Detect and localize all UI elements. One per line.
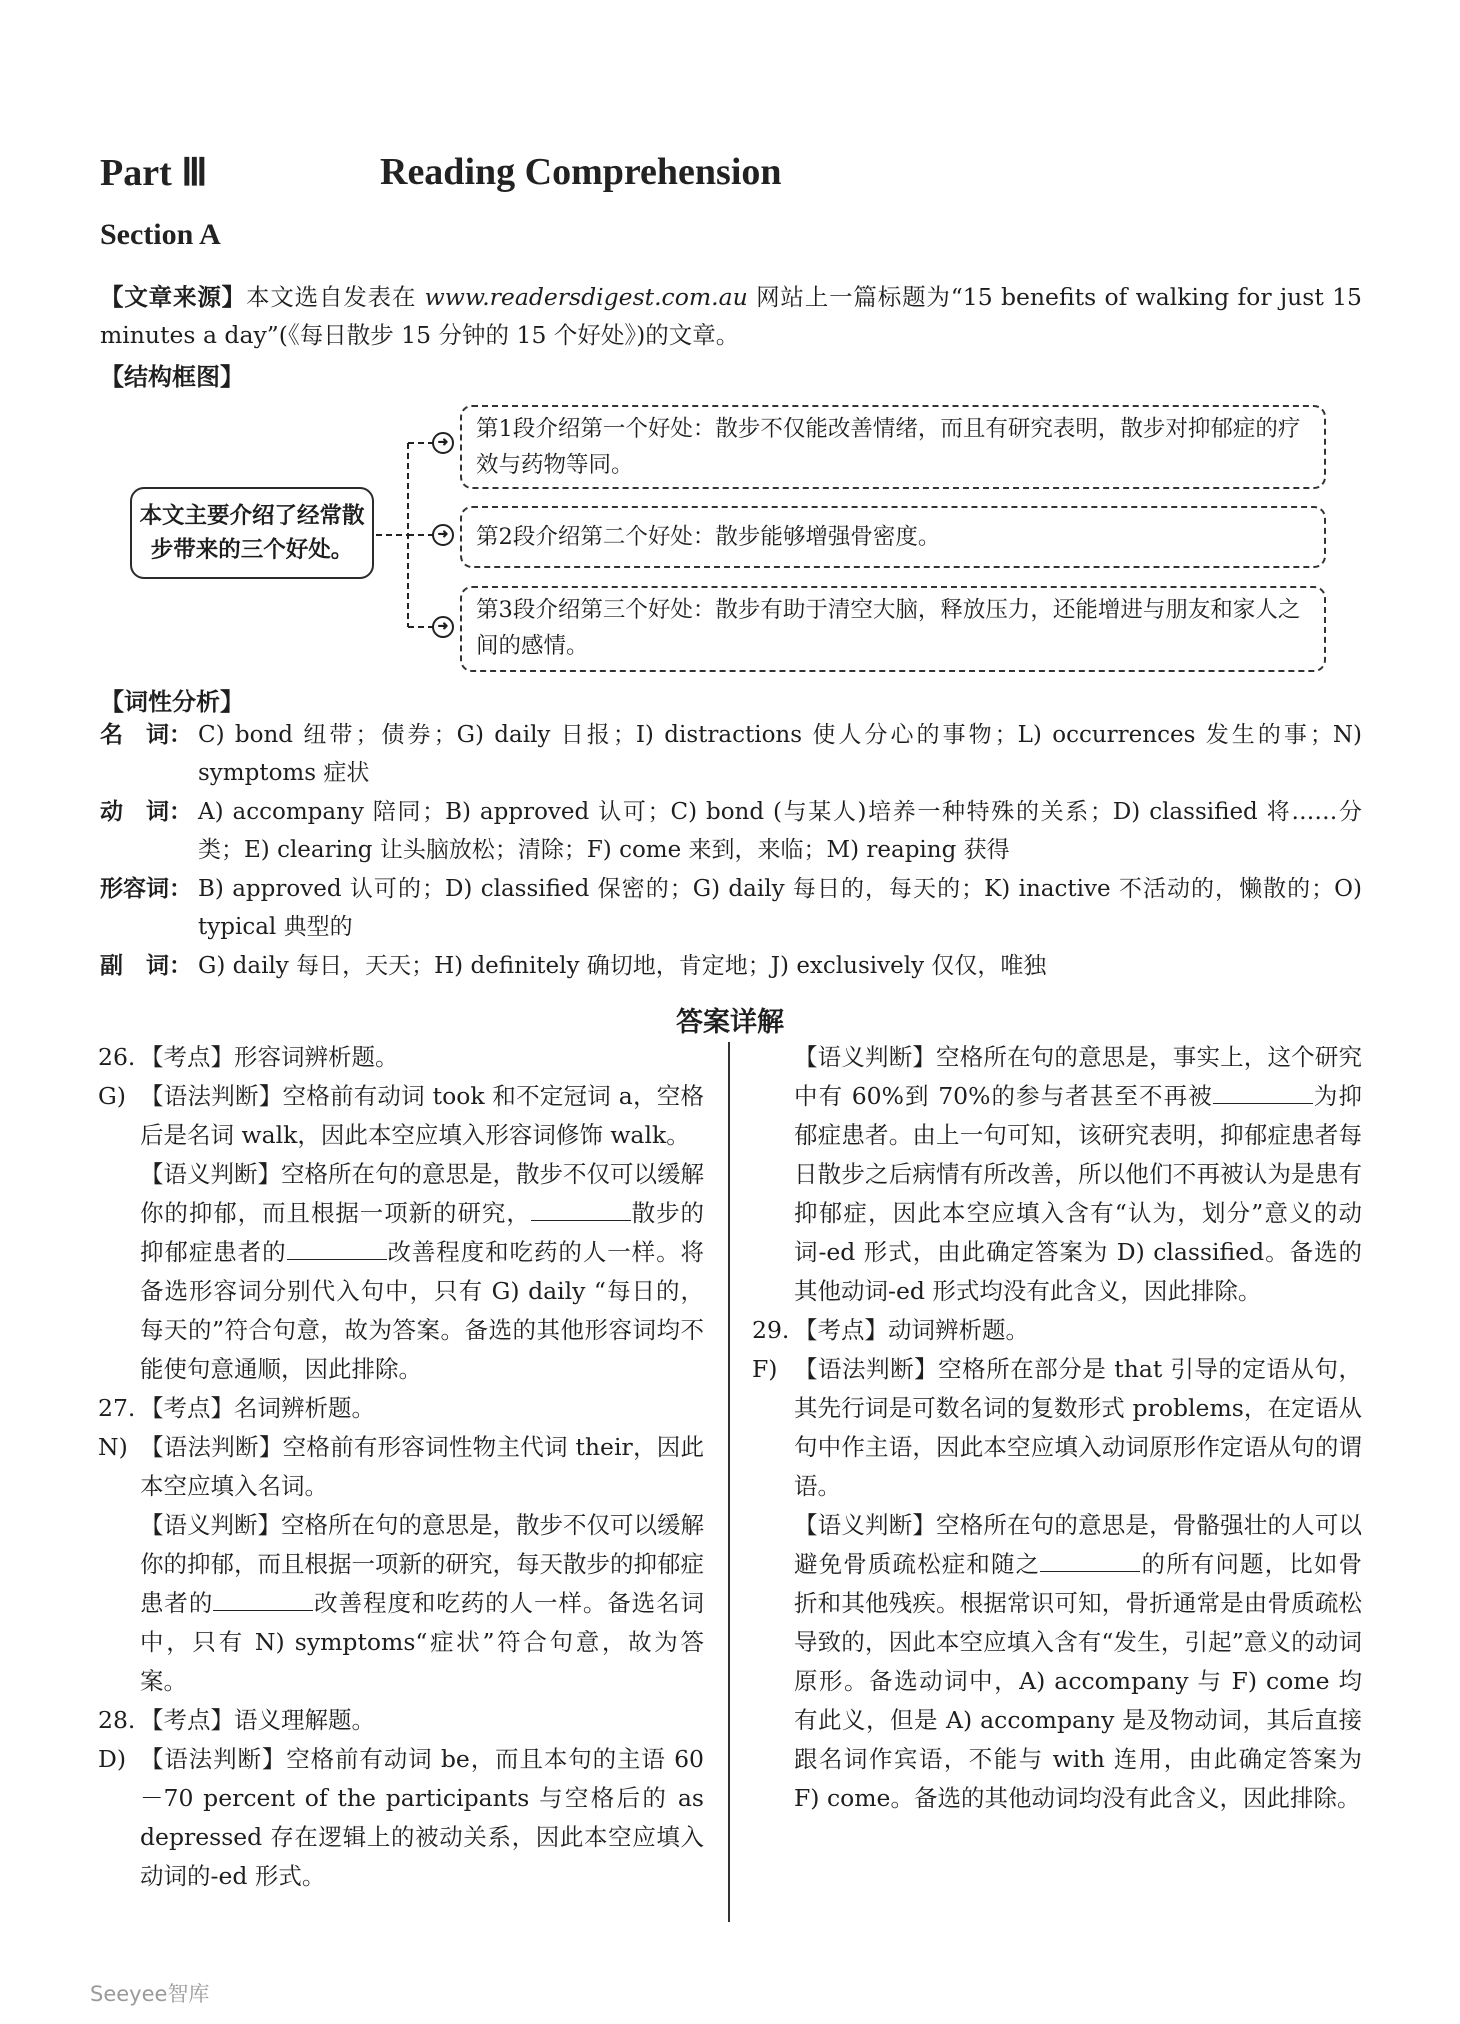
q29-header: 29. 【考点】动词辨析题。 <box>752 1316 1029 1344</box>
structure-branch-3: 第3段介绍第三个好处：散步有助于清空大脑，释放压力，还能增进与朋友和家人之间的感情。 <box>460 586 1326 672</box>
q28-semantic: 【语义判断】空格所在句的意思是，事实上，这个研究中有 60%到 70%的参与者甚至不再被 为抑郁症患者。由上一句可知，该研究表明，抑郁症患者每日散步之后病情有所改善，所以他们不再被认为是患有抑郁症，因此本空应填入含有“认为，划分”意义的动词-ed 形式，由此确定答案为 D) classified。备选的其他动词-ed 形式均没有此含义，因此排除。 <box>794 1043 1363 1305</box>
answer-blank <box>213 1590 313 1611</box>
pos-key: 形容词： <box>100 875 192 902</box>
part-title: Reading Comprehension <box>380 151 782 193</box>
source-label: 【文章来源】 <box>100 283 247 311</box>
source-paragraph <box>100 278 1362 354</box>
source-text-2: 网站上一篇标题为“15 benefits of walking for just 15 minutes a day”(《每日散步 15 分钟的 15 个好处》)的文章。 <box>100 283 1362 349</box>
q28-grammar: D) 【语法判断】空格前有动词 be，而且本句的主语 60－70 percent of the participants 与空格后的 as depressed 存在逻辑上的被动关系，因此本空应填入动词的-ed 形式。 <box>98 1745 704 1890</box>
structure-connectors <box>370 395 470 655</box>
answer-blank <box>1040 1551 1140 1572</box>
q27-grammar: N) 【语法判断】空格前有形容词性物主代词 their，因此本空应填入名词。 <box>98 1433 704 1500</box>
pos-row-adverb <box>100 947 1362 985</box>
arrow-right-icon: ➜ <box>432 432 454 454</box>
answer-blank <box>1213 1083 1313 1104</box>
part-number: Part Ⅲ <box>100 152 208 194</box>
pos-row-noun <box>100 716 1362 792</box>
pos-value: C) bond 纽带；债券；G) daily 日报；I) distractions 使人分心的事物；L) occurrences 发生的事；N) symptoms 症状 <box>198 722 1362 786</box>
q27-header: 27. 【考点】名词辨析题。 <box>98 1394 375 1422</box>
q26-header: 26. 【考点】形容词辨析题。 <box>98 1043 399 1071</box>
pos-label: 【词性分析】 <box>100 687 244 716</box>
answer-blank <box>287 1239 387 1260</box>
pos-key: 名 词： <box>100 721 192 748</box>
q26-semantic: 【语义判断】空格所在句的意思是，散步不仅可以缓解你的抑郁，而且根据一项新的研究， 散步的抑郁症患者的 改善程度和吃药的人一样。将备选形容词分别代入句中，只有 G) daily “每日的，每天的”符合句意，故为答案。备选的其他形容词均不能使句意通顺，因此排除。 <box>140 1160 705 1383</box>
answers-left-column <box>98 1038 704 1896</box>
pos-key: 副 词： <box>100 952 192 979</box>
answers-title: 答案详解 <box>676 1007 784 1038</box>
q29-semantic: 【语义判断】空格所在句的意思是，骨骼强壮的人可以避免骨质疏松症和随之 的所有问题，比如骨折和其他残疾。根据常识可知，骨折通常是由骨质疏松导致的，因此本空应填入含有“发生，引起”意义的动词原形。备选动词中，A) accompany 与 F) come 均有此义，但是 A) accompany 是及物动词，其后直接跟名词作宾语，不能与 with 连用，由此确定答案为 F) come。备选的其他动词均没有此含义，因此排除。 <box>794 1511 1363 1812</box>
pos-value: A) accompany 陪同；B) approved 认可；C) bond (与某人)培养一种特殊的关系；D) classified 将……分类；E) clearing 让头脑放松；清除；F) come 来到，来临；M) reaping 获得 <box>198 799 1362 863</box>
pos-row-verb <box>100 793 1362 869</box>
column-divider <box>728 1042 730 1922</box>
q26-grammar: G) 【语法判断】空格前有动词 took 和不定冠词 a，空格后是名词 walk，因此本空应填入形容词修饰 walk。 <box>98 1082 704 1149</box>
source-text-1: 本文选自发表在 <box>246 283 425 311</box>
q27-semantic: 【语义判断】空格所在句的意思是，散步不仅可以缓解你的抑郁，而且根据一项新的研究，每天散步的抑郁症患者的 改善程度和吃药的人一样。备选名词中，只有 N) symptoms“症状”符合句意，故为答案。 <box>140 1511 705 1695</box>
section-title: Section A <box>100 218 221 251</box>
answer-blank <box>531 1200 631 1221</box>
pos-row-adjective <box>100 870 1362 946</box>
q29-grammar: F) 【语法判断】空格所在部分是 that 引导的定语从句，其先行词是可数名词的复数形式 problems，在定语从句中作主语，因此本空应填入动词原形作定语从句的谓语。 <box>752 1355 1362 1500</box>
pos-value: B) approved 认可的；D) classified 保密的；G) daily 每日的，每天的；K) inactive 不活动的，懒散的；O) typical 典型的 <box>198 876 1362 940</box>
structure-branch-1: 第1段介绍第一个好处：散步不仅能改善情绪，而且有研究表明，散步对抑郁症的疗效与药物等同。 <box>460 405 1326 489</box>
watermark: Seeyee智库 <box>90 1982 210 2006</box>
structure-center-box: 本文主要介绍了经常散步带来的三个好处。 <box>130 487 374 579</box>
structure-branch-2: 第2段介绍第二个好处：散步能够增强骨密度。 <box>460 506 1326 568</box>
answers-right-column <box>752 1038 1362 1818</box>
source-site: www.readersdigest.com.au <box>424 283 748 311</box>
pos-value: G) daily 每日，天天；H) definitely 确切地，肯定地；J) exclusively 仅仅，唯独 <box>198 953 1047 979</box>
q28-header: 28. 【考点】语义理解题。 <box>98 1706 375 1734</box>
pos-key: 动 词： <box>100 798 192 825</box>
structure-label: 【结构框图】 <box>100 362 244 391</box>
arrow-right-icon: ➜ <box>432 616 454 638</box>
arrow-right-icon: ➜ <box>432 524 454 546</box>
